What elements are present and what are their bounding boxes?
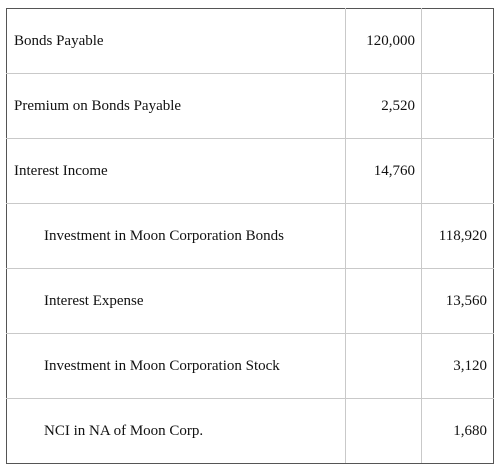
account-name: Bonds Payable [7, 9, 346, 74]
table-row [7, 9, 494, 74]
credit-amount: 118,920 [422, 204, 494, 269]
credit-amount [422, 74, 494, 139]
debit-amount: 120,000 [346, 9, 422, 74]
credit-amount [422, 139, 494, 204]
table-row [7, 399, 494, 464]
account-name: Interest Expense [7, 269, 346, 334]
debit-amount: 14,760 [346, 139, 422, 204]
table-row [7, 139, 494, 204]
account-name: Investment in Moon Corporation Bonds [7, 204, 346, 269]
credit-amount [422, 9, 494, 74]
account-name: NCI in NA of Moon Corp. [7, 399, 346, 464]
table-row [7, 74, 494, 139]
journal-entry-table [6, 8, 494, 464]
credit-amount: 3,120 [422, 334, 494, 399]
debit-amount [346, 269, 422, 334]
table-row [7, 204, 494, 269]
table-row [7, 269, 494, 334]
debit-amount [346, 334, 422, 399]
debit-amount: 2,520 [346, 74, 422, 139]
table-row [7, 334, 494, 399]
debit-amount [346, 399, 422, 464]
credit-amount: 13,560 [422, 269, 494, 334]
debit-amount [346, 204, 422, 269]
account-name: Investment in Moon Corporation Stock [7, 334, 346, 399]
credit-amount: 1,680 [422, 399, 494, 464]
account-name: Interest Income [7, 139, 346, 204]
account-name: Premium on Bonds Payable [7, 74, 346, 139]
